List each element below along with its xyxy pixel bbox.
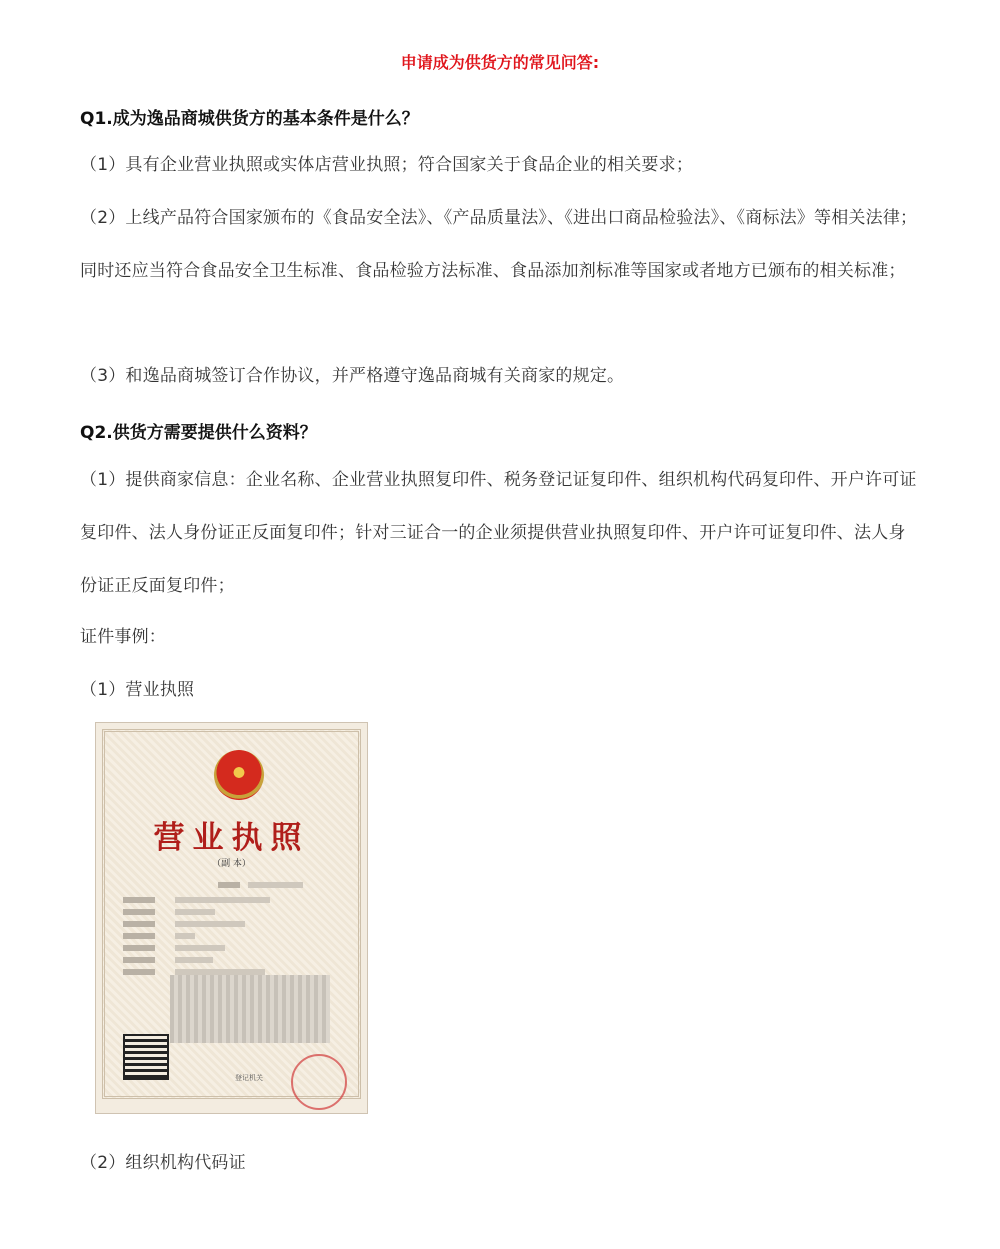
- license-frame: [102, 729, 361, 1099]
- q1-heading: Q1.成为逸品商城供货方的基本条件是什么？: [80, 109, 419, 129]
- page-title: 申请成为供货方的常见问答:: [400, 53, 600, 72]
- q2-item-1: （1）提供商家信息：企业名称、企业营业执照复印件、税务登记证复印件、组织机构代码复印件、开户许可证复印件、法人身份证正反面复印件；针对三证合一的企业须提供营业执照复印件、开户许可证复印件、法人身份证正反面复印件；: [80, 470, 917, 596]
- q1-item-2: （2）上线产品符合国家颁布的《食品安全法》、《产品质量法》、《进出口商品检验法》、《商标法》等相关法律；同时还应当符合食品安全卫生标准、食品检验方法标准、食品添加剂标准等国家或者地方已颁布的相关标准；: [80, 208, 918, 281]
- example-2-label: （2）组织机构代码证: [80, 1153, 246, 1173]
- license-scope-text-block: [170, 975, 330, 1043]
- license-row: [123, 921, 353, 928]
- license-row: [123, 945, 353, 952]
- q1-item-1: （1）具有企业营业执照或实体店营业执照；符合国家关于食品企业的相关要求；: [80, 155, 694, 175]
- q1-item-3: （3）和逸品商城签订合作协议，并严格遵守逸品商城有关商家的规定。: [80, 366, 625, 386]
- license-row: [123, 882, 323, 889]
- example-1-label: （1）营业执照: [80, 680, 195, 700]
- q2-heading: Q2.供货方需要提供什么资料？: [80, 423, 317, 443]
- license-row: [123, 897, 353, 904]
- license-registration-authority: 登记机关: [235, 1074, 263, 1082]
- official-seal-icon: [291, 1054, 347, 1110]
- qr-code-icon: [125, 1036, 167, 1078]
- example-label: 证件事例：: [80, 627, 166, 647]
- license-row: [123, 957, 353, 964]
- license-row: [123, 909, 353, 916]
- national-emblem-icon: [214, 750, 264, 800]
- license-subtitle: （副 本）: [212, 859, 251, 869]
- business-license-image: [95, 722, 368, 1114]
- license-title: 营业执照: [153, 820, 310, 856]
- license-row: [123, 933, 353, 940]
